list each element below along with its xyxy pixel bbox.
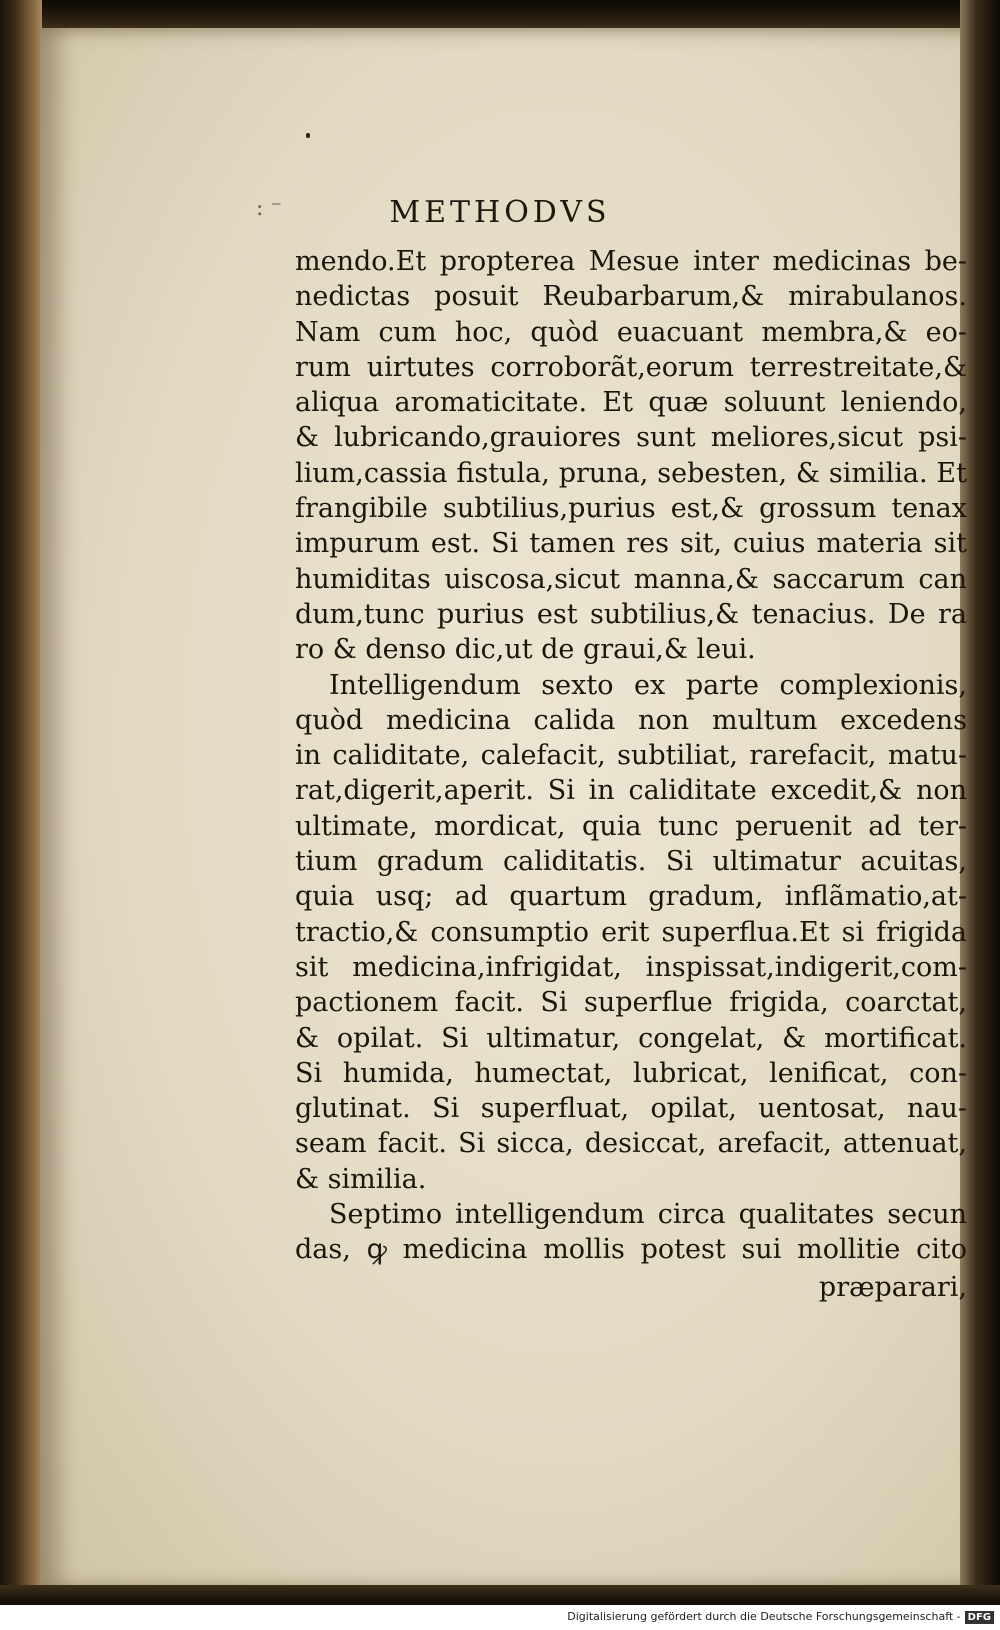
stray-ink-mark: : ⁻ xyxy=(256,196,283,221)
text-line: in caliditate, calefacit, subtiliat, rarefacit, matu- xyxy=(295,740,967,772)
text-line: seam facit. Si sicca, desiccat, arefacit, attenuat, xyxy=(295,1128,967,1160)
text-line: aliqua aromaticitate. Et quæ soluunt leniendo, xyxy=(295,387,967,419)
text-line: tium gradum caliditatis. Si ultimatur acuitas, xyxy=(295,846,967,878)
text-line: nedictas posuit Reubarbarum,& mirabulanos. xyxy=(295,281,967,313)
scan-bottom-border xyxy=(0,1585,1000,1605)
text-line: & opilat. Si ultimatur, congelat, & mortificat. xyxy=(295,1022,967,1054)
text-line: ultimate, mordicat, quia tunc peruenit ad ter- xyxy=(295,810,967,842)
text-line: & lubricando,grauiores sunt meliores,sicut psi- xyxy=(295,422,967,454)
text-line: das, ꝙ medicina mollis potest sui mollitie cito xyxy=(295,1234,967,1266)
footer-credit-text: Digitalisierung gefördert durch die Deutsche Forschungsgemeinschaft - xyxy=(567,1610,961,1623)
text-line: Si humida, humectat, lubricat, lenificat, con- xyxy=(295,1057,967,1089)
ink-speck xyxy=(306,133,310,138)
text-line: quia usq; ad quartum gradum, inflãmatio,at- xyxy=(295,881,967,913)
footer-credit xyxy=(567,1610,994,1624)
text-line: ro & denso dic,ut de graui,& leui. xyxy=(295,634,756,666)
text-line: glutinat. Si superfluat, opilat, uentosat, nau- xyxy=(295,1093,967,1125)
text-line: dum,tunc purius est subtilius,& tenacius. De ra xyxy=(295,598,967,630)
text-line: Intelligendum sexto ex parte complexionis, xyxy=(329,669,967,701)
body-text xyxy=(295,244,967,1305)
running-head: METHODVS xyxy=(389,195,611,230)
book-binding-left-edge xyxy=(0,0,42,1600)
text-line: pactionem facit. Si superflue frigida, coarctat, xyxy=(295,987,967,1019)
text-line: Septimo intelligendum circa qualitates secun xyxy=(329,1199,967,1231)
dfg-logo: DFG xyxy=(965,1611,994,1624)
text-line: impurum est. Si tamen res sit, cuius materia sit xyxy=(295,528,967,560)
text-line: sit medicina,infrigidat, inspissat,indigerit,com- xyxy=(295,951,967,983)
text-line: humiditas uiscosa,sicut manna,& saccarum can xyxy=(295,563,967,595)
text-line: tractio,& consumptio erit superflua.Et si frigida xyxy=(295,916,967,948)
catchword: præparari, xyxy=(818,1271,967,1303)
text-line: mendo.Et propterea Mesue inter medicinas be- xyxy=(295,246,967,277)
text-line: lium,cassia fistula, pruna, sebesten, & similia. Et xyxy=(295,457,967,489)
text-line: rum uirtutes corroborãt,eorum terrestreitate,& xyxy=(295,351,967,383)
text-line: rat,digerit,aperit. Si in caliditate excedit,& non xyxy=(295,775,967,807)
text-line: frangibile subtilius,purius est,& grossum tenax xyxy=(295,493,967,525)
text-line: & similia. xyxy=(295,1163,427,1195)
text-line: Nam cum hoc, quòd euacuant membra,& eo- xyxy=(295,316,967,348)
text-line: quòd medicina calida non multum excedens xyxy=(295,704,967,736)
